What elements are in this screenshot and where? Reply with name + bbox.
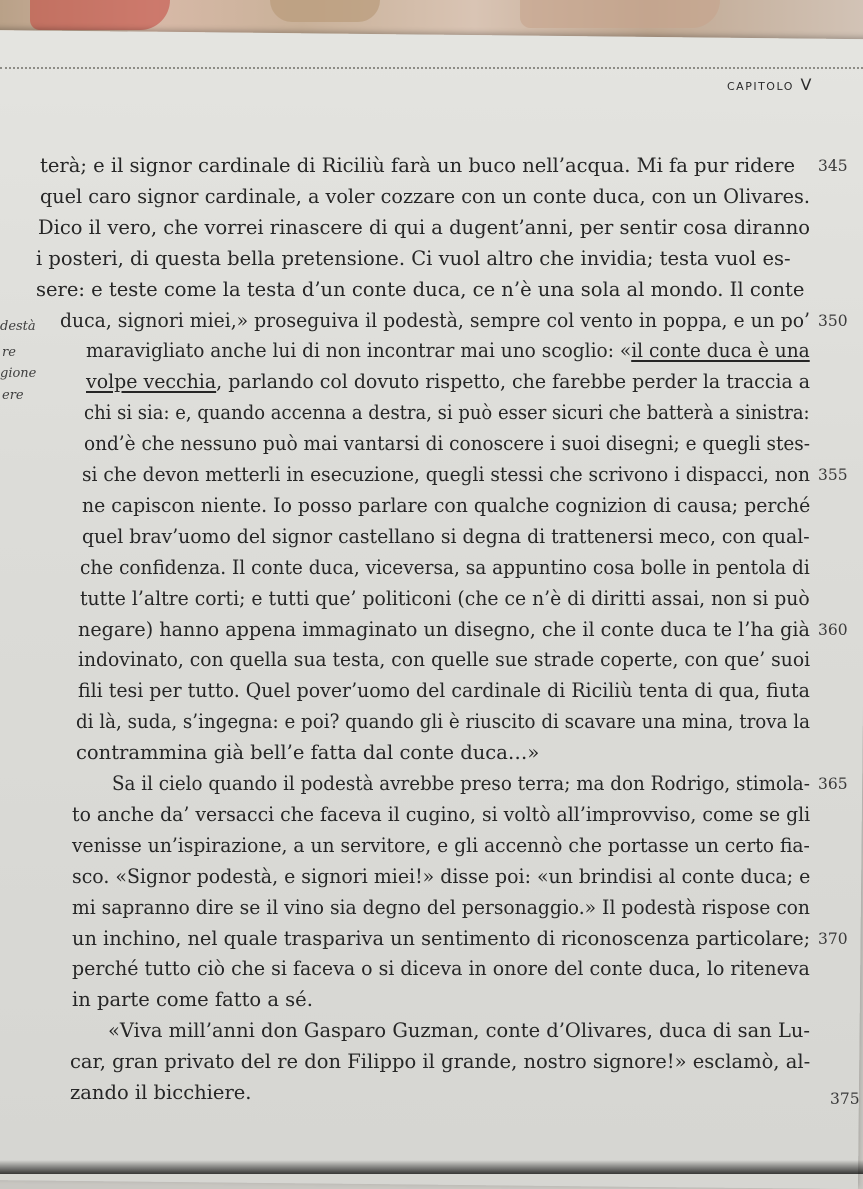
line-text-segment: tutte l’altre corti; e tutti que’ politiconi (che ce n’è di diritti assai, non si può: [80, 586, 810, 610]
line-text: [82, 461, 810, 489]
line-text: [82, 523, 810, 551]
line-text: [72, 801, 810, 829]
line-number: 350: [818, 311, 848, 330]
line-text: [60, 307, 810, 335]
line-text-segment: zando il bicchiere.: [70, 1081, 252, 1104]
cover-decoration: [520, 0, 720, 28]
line-text: [80, 554, 810, 582]
line-text-segment: «Viva mill’anni don Gasparo Guzman, conte d’Olivares, duca di san Lu-: [108, 1019, 810, 1043]
line-text-segment: si che devon metterli in esecuzione, quegli stessi che scrivono i dispacci, non: [82, 463, 810, 486]
line-text: [40, 183, 810, 211]
text-line: [0, 894, 863, 924]
text-line: [0, 399, 863, 429]
line-text: [40, 152, 795, 180]
line-text-segment: in parte come fatto a sé.: [72, 988, 313, 1012]
line-text: [82, 492, 810, 520]
text-line: [0, 214, 863, 244]
line-text: [112, 770, 810, 798]
margin-note: gione: [0, 366, 37, 381]
text-line: [0, 708, 863, 738]
line-text: [78, 677, 810, 705]
line-text-segment: quel caro signor cardinale, a voler cozzare con un conte duca, con un Olivares.: [40, 184, 810, 208]
line-text-segment: contrammina già bell’e fatta dal conte duca…»: [76, 741, 540, 765]
text-line: [0, 554, 863, 584]
line-text: [36, 276, 804, 304]
text-line: [0, 585, 863, 615]
line-text-segment: indovinato, con quella sua testa, con quelle sue strade coperte, con que’ suoi: [78, 648, 811, 672]
text-line: [0, 492, 863, 522]
line-text: [86, 368, 810, 396]
line-text-segment: venisse un’ispirazione, a un servitore, e gli accennò che portasse un certo fia-: [72, 833, 810, 857]
text-line: [0, 832, 863, 862]
text-line: [0, 925, 863, 955]
line-text-segment: mi sapranno dire se il vino sia degno del personaggio.» Il podestà rispose con: [72, 895, 810, 919]
line-text-segment: , parlando col dovuto rispetto, che farebbe perder la traccia a: [216, 370, 811, 394]
line-text: [72, 986, 313, 1014]
cover-decoration: [270, 0, 380, 22]
line-text-segment: sco. «Signor podestà, e signori miei!» disse poi: «un brindisi al conte duca; e: [72, 864, 811, 888]
text-line: [0, 1048, 863, 1078]
text-line: [0, 523, 863, 553]
text-line: [0, 276, 863, 306]
line-text-segment: ne capiscon niente. Io posso parlare con qualche cognizion di causa; perché: [82, 493, 811, 517]
text-line: [0, 955, 863, 985]
text-line: [0, 1079, 863, 1109]
line-text: [78, 646, 810, 674]
text-line: [0, 430, 863, 460]
line-text-segment: maravigliato anche lui di non incontrar mai uno scoglio: «: [86, 339, 632, 363]
line-text-segment: to anche da’ versacci che faceva il cugino, si voltò all’improvviso, come se gli: [72, 802, 811, 826]
line-text-segment: un inchino, nel quale traspariva un sentimento di riconoscenza particolare;: [72, 926, 811, 950]
text-line: [0, 986, 863, 1016]
cover-decoration: [30, 0, 170, 30]
text-line: [0, 863, 863, 893]
line-text: [84, 430, 810, 458]
line-number: 370: [818, 929, 848, 948]
text-line: [0, 646, 863, 676]
line-text: [108, 1017, 810, 1045]
line-number: 375: [830, 1090, 860, 1108]
line-text: [84, 399, 810, 427]
line-text: [72, 955, 810, 983]
line-text-segment: Dico il vero, che vorrei rinascere di qui a dugent’anni, per sentir cosa diranno: [38, 215, 811, 239]
underlined-text: il conte duca è una: [631, 339, 810, 363]
line-text-segment: Sa il cielo quando il podestà avrebbe preso terra; ma don Rodrigo, stimola-: [112, 772, 810, 795]
line-text-segment: car, gran privato del re don Filippo il grande, nostro signore!» esclamò, al-: [70, 1050, 811, 1074]
line-number: 360: [818, 620, 848, 639]
text-line: [0, 770, 863, 800]
text-line: [0, 152, 863, 182]
page-bottom-shadow: [0, 1160, 863, 1174]
text-line: [0, 616, 863, 646]
line-text: [72, 863, 810, 891]
text-line: [0, 1017, 863, 1047]
text-line: [0, 801, 863, 831]
header-rule: [0, 67, 863, 69]
line-text-segment: che confidenza. Il conte duca, viceversa, sa appuntino cosa bolle in pentola di: [80, 555, 810, 579]
line-text: [72, 894, 810, 922]
line-text: [70, 1079, 252, 1107]
text-line: [0, 461, 863, 491]
line-number: 365: [818, 775, 848, 793]
line-number: 345: [818, 157, 848, 175]
line-text-segment: terà; e il signor cardinale di Riciliù farà un buco nell’acqua. Mi fa pur ridere: [40, 154, 796, 177]
line-text-segment: negare) hanno appena immaginato un disegno, che il conte duca te l’ha già: [78, 617, 810, 641]
line-text: [70, 1048, 810, 1076]
line-text-segment: ond’è che nessuno può mai vantarsi di conoscere i suoi disegni; e quegli stes-: [84, 432, 810, 456]
margin-note: destà: [0, 319, 36, 334]
text-line: [0, 368, 863, 398]
text-line: [0, 183, 863, 213]
line-text-segment: chi si sia: e, quando accenna a destra, si può esser sicuri che batterà a sinistra:: [84, 401, 810, 425]
line-text: [78, 616, 810, 644]
margin-note: re: [2, 345, 16, 360]
line-text-segment: perché tutto ciò che si faceva o si diceva in onore del conte duca, lo riteneva: [72, 957, 810, 981]
line-text: [76, 739, 539, 767]
line-text: [72, 832, 810, 860]
text-line: [0, 307, 863, 337]
text-line: [0, 739, 863, 769]
chapter-header: capitolo V: [727, 75, 813, 94]
line-text-segment: duca, signori miei,» proseguiva il podestà, sempre col vento in poppa, e un po’: [60, 308, 811, 332]
line-text-segment: di là, suda, s’ingegna: e poi? quando gli è riuscito di scavare una mina, trova la: [76, 710, 810, 734]
line-number: 355: [818, 466, 848, 484]
text-line: [0, 677, 863, 707]
line-text-segment: sere: e teste come la testa d’un conte duca, ce n’è una sola al mondo. Il conte: [36, 277, 805, 301]
line-text: [86, 337, 810, 365]
text-line: [0, 337, 863, 367]
line-text: [38, 214, 810, 242]
underlined-text: volpe vecchia: [86, 370, 217, 394]
line-text-segment: quel brav’uomo del signor castellano si degna di trattenersi meco, con qual-: [82, 524, 810, 548]
margin-note: ere: [2, 388, 24, 403]
line-text: [76, 708, 810, 736]
line-text: [72, 925, 810, 953]
line-text-segment: fili tesi per tutto. Quel pover’uomo del cardinale di Riciliù tenta di qua, fiuta: [78, 679, 810, 703]
line-text: [36, 245, 791, 273]
line-text: [80, 585, 810, 613]
text-line: [0, 245, 863, 275]
line-text-segment: i posteri, di questa bella pretensione. Ci vuol altro che invidia; testa vuol es-: [36, 246, 791, 270]
